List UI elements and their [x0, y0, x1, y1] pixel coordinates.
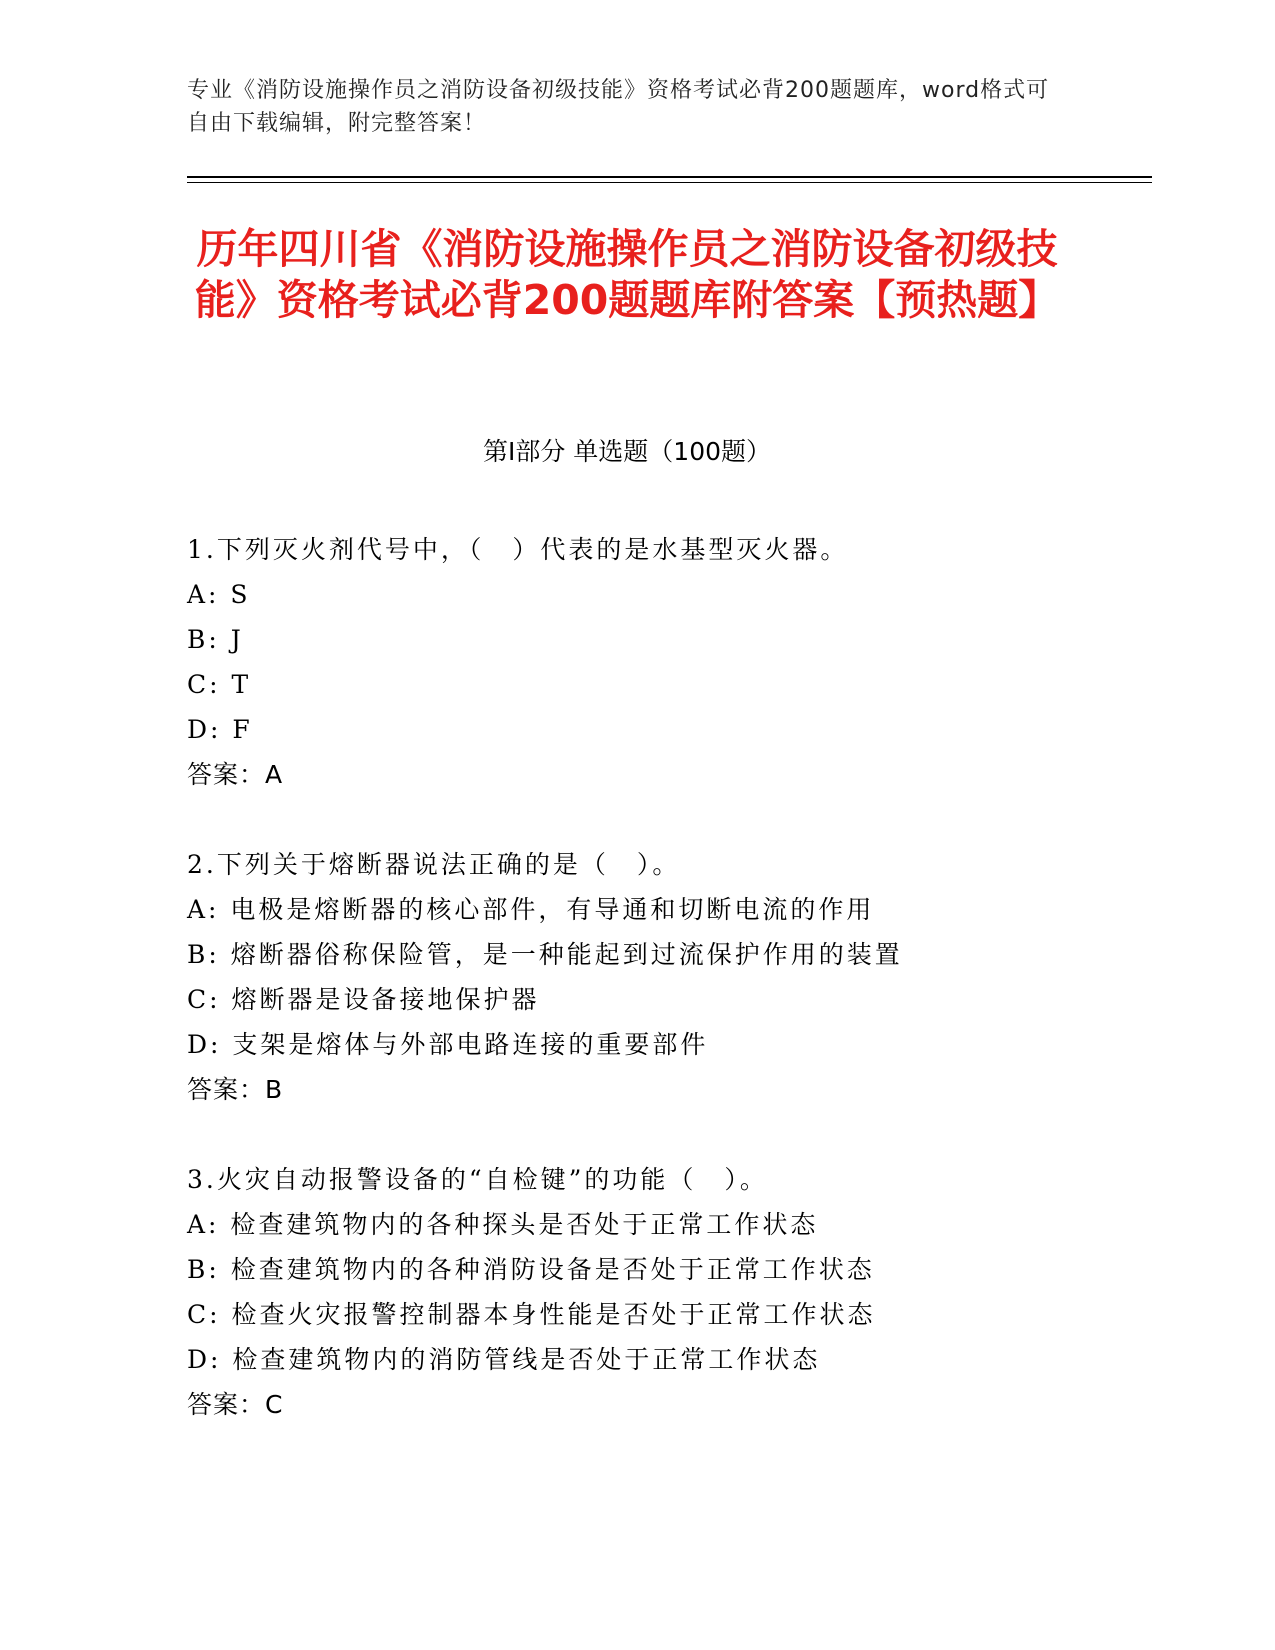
header-note: 专业《消防设施操作员之消防设备初级技能》资格考试必背200题题库，word格式可自由下载编辑，附完整答案！	[187, 78, 1050, 136]
option-d: D: 支架是熔体与外部电路连接的重要部件	[187, 1030, 709, 1059]
option-a: A: 检查建筑物内的各种探头是否处于正常工作状态	[187, 1210, 819, 1239]
document-title: 历年四川省《消防设施操作员之消防设备初级技能》资格考试必背200题题库附答案【预热题】	[194, 225, 1060, 324]
header-divider-thick	[187, 176, 1152, 178]
option-b: B: 检查建筑物内的各种消防设备是否处于正常工作状态	[187, 1255, 875, 1284]
question-3	[187, 1157, 1127, 1427]
question-stem: 3.火灾自动报警设备的“自检键”的功能（ ）。	[187, 1165, 768, 1194]
option-a: A: 电极是熔断器的核心部件，有导通和切断电流的作用	[187, 895, 875, 924]
option-c: C: T	[187, 670, 252, 699]
question-list	[187, 527, 1127, 1472]
option-c: C: 检查火灾报警控制器本身性能是否处于正常工作状态	[187, 1300, 876, 1329]
answer: 答案：C	[187, 1390, 284, 1419]
header-divider-thin	[187, 182, 1152, 183]
answer: 答案：A	[187, 760, 284, 789]
option-b: B: J	[187, 625, 244, 654]
question-2	[187, 842, 1127, 1112]
question-1	[187, 527, 1127, 797]
option-b: B: 熔断器俗称保险管，是一种能起到过流保护作用的装置	[187, 940, 903, 969]
option-d: D: F	[187, 715, 253, 744]
section-title: 第I部分 单选题（100题）	[482, 437, 772, 466]
option-d: D: 检查建筑物内的消防管线是否处于正常工作状态	[187, 1345, 821, 1374]
question-stem: 1.下列灭火剂代号中，（ ）代表的是水基型灭火器。	[187, 535, 849, 564]
question-stem: 2.下列关于熔断器说法正确的是（ ）。	[187, 850, 681, 879]
option-a: A: S	[187, 580, 251, 609]
option-c: C: 熔断器是设备接地保护器	[187, 985, 540, 1014]
answer: 答案：B	[187, 1075, 284, 1104]
